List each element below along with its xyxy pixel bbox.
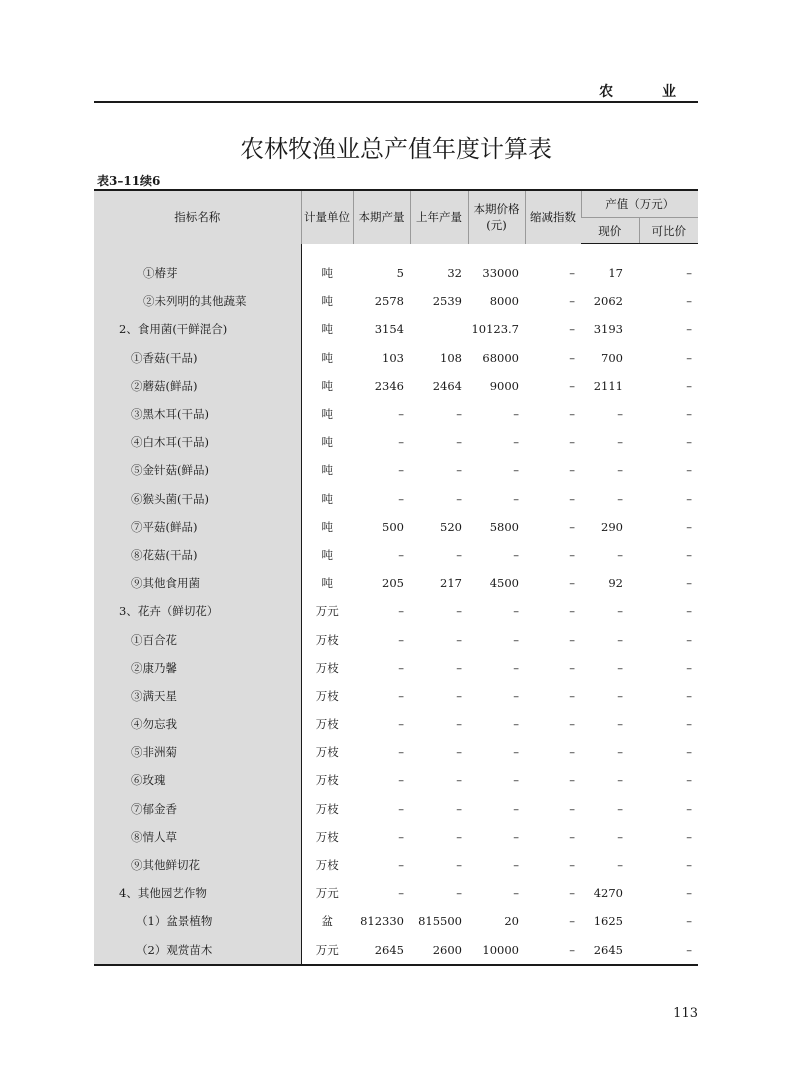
- row-comparable-price: –: [686, 604, 692, 619]
- row-index: –: [569, 547, 575, 562]
- row-comparable-price: –: [686, 407, 692, 422]
- row-index: –: [569, 491, 575, 506]
- row-index: –: [569, 829, 575, 844]
- row-index: –: [569, 350, 575, 365]
- table-row: [94, 823, 698, 851]
- row-index: –: [569, 435, 575, 450]
- row-price: 4500: [489, 576, 519, 591]
- row-comparable-price: –: [686, 688, 692, 703]
- table-row: [94, 795, 698, 823]
- row-prev-output: 2539: [432, 294, 462, 309]
- row-index: –: [569, 886, 575, 901]
- row-index: –: [569, 407, 575, 422]
- row-prev-output: 815500: [418, 914, 462, 929]
- page-number: 113: [673, 1006, 698, 1021]
- row-name: （1）盆景植物: [94, 907, 301, 935]
- row-cur-output: 205: [382, 576, 404, 591]
- col-header-comparable-price: 可比价: [639, 218, 698, 244]
- row-comparable-price: –: [686, 491, 692, 506]
- row-cur-output: –: [398, 829, 404, 844]
- row-name: ①百合花: [94, 625, 301, 653]
- row-comparable-price: –: [639, 936, 698, 965]
- table-row: [94, 541, 698, 569]
- row-unit: 吨: [321, 350, 333, 365]
- row-name: 4、其他园艺作物: [94, 879, 301, 907]
- row-unit: 万元: [301, 936, 353, 965]
- row-current-price: –: [617, 858, 623, 873]
- row-comparable-price: –: [686, 322, 692, 337]
- row-name: ⑥猴头菌(干品): [94, 485, 301, 513]
- table-row: [94, 766, 698, 794]
- row-unit: 吨: [321, 435, 333, 450]
- row-price: –: [513, 435, 519, 450]
- row-price: –: [513, 858, 519, 873]
- table-row: [94, 654, 698, 682]
- row-unit: 吨: [321, 547, 333, 562]
- col-header-current-price: 现价: [581, 218, 639, 244]
- row-cur-output: –: [398, 491, 404, 506]
- row-cur-output: 103: [382, 350, 404, 365]
- row-name: ⑧情人草: [94, 823, 301, 851]
- row-current-price: 4270: [593, 886, 623, 901]
- row-current-price: 1625: [593, 914, 623, 929]
- table-row: [94, 569, 698, 597]
- row-name: ⑦平菇(鲜品): [94, 513, 301, 541]
- table-row: [94, 625, 698, 653]
- row-unit: 万枝: [315, 632, 339, 647]
- col-header-price-unit: (元): [486, 218, 507, 233]
- row-comparable-price: –: [686, 858, 692, 873]
- row-current-price: –: [617, 745, 623, 760]
- row-comparable-price: –: [686, 519, 692, 534]
- row-unit: 万枝: [315, 660, 339, 675]
- row-name: ②未列明的其他蔬菜: [94, 287, 301, 315]
- row-price: –: [513, 745, 519, 760]
- row-cur-output: –: [398, 886, 404, 901]
- row-prev-output: 108: [440, 350, 462, 365]
- row-prev-output: –: [456, 435, 462, 450]
- row-cur-output: 2645: [353, 936, 410, 965]
- row-index: –: [569, 858, 575, 873]
- row-name: （2）观赏苗木: [94, 936, 301, 965]
- row-prev-output: –: [456, 829, 462, 844]
- table-row: [94, 456, 698, 484]
- row-current-price: –: [617, 773, 623, 788]
- row-prev-output: 2464: [432, 378, 462, 393]
- row-name: ③黑木耳(干品): [94, 400, 301, 428]
- row-current-price: 17: [608, 266, 623, 281]
- row-cur-output: –: [398, 547, 404, 562]
- row-cur-output: –: [398, 407, 404, 422]
- row-current-price: –: [617, 717, 623, 732]
- row-unit: 吨: [321, 322, 333, 337]
- col-header-name: 指标名称: [94, 190, 301, 244]
- row-cur-output: 2346: [374, 378, 404, 393]
- row-prev-output: –: [456, 547, 462, 562]
- row-cur-output: –: [398, 463, 404, 478]
- row-comparable-price: –: [686, 829, 692, 844]
- row-index: –: [569, 773, 575, 788]
- row-unit: 吨: [321, 407, 333, 422]
- row-unit: 万枝: [315, 745, 339, 760]
- row-comparable-price: –: [686, 717, 692, 732]
- row-unit: 万枝: [315, 829, 339, 844]
- row-index: –: [569, 660, 575, 675]
- row-comparable-price: –: [686, 294, 692, 309]
- row-unit: 万元: [315, 886, 339, 901]
- row-unit: 吨: [321, 576, 333, 591]
- row-prev-output: –: [456, 801, 462, 816]
- row-prev-output: [410, 315, 468, 343]
- row-price: –: [513, 886, 519, 901]
- row-prev-output: –: [456, 632, 462, 647]
- row-index: –: [569, 604, 575, 619]
- table-row: [94, 710, 698, 738]
- row-prev-output: –: [456, 463, 462, 478]
- table-row: [94, 851, 698, 879]
- row-index: –: [569, 745, 575, 760]
- row-unit: 吨: [321, 491, 333, 506]
- row-cur-output: –: [398, 858, 404, 873]
- table-row: [94, 513, 698, 541]
- row-current-price: –: [617, 632, 623, 647]
- row-name: ⑨其他食用菌: [94, 569, 301, 597]
- table-row: [94, 682, 698, 710]
- table-row: [94, 259, 698, 287]
- row-price: –: [513, 829, 519, 844]
- row-name: ②蘑菇(鲜品): [94, 372, 301, 400]
- row-index: –: [569, 632, 575, 647]
- table-row: [94, 372, 698, 400]
- row-name: ①香菇(干品): [94, 344, 301, 372]
- row-cur-output: –: [398, 688, 404, 703]
- row-price: 10000: [468, 936, 525, 965]
- row-current-price: –: [617, 491, 623, 506]
- row-comparable-price: –: [686, 547, 692, 562]
- row-prev-output: –: [456, 491, 462, 506]
- col-header-cur-output: 本期产量: [353, 190, 410, 244]
- row-price: –: [513, 632, 519, 647]
- col-header-price: [468, 190, 525, 244]
- row-cur-output: –: [398, 660, 404, 675]
- row-cur-output: –: [398, 632, 404, 647]
- row-cur-output: –: [398, 745, 404, 760]
- row-price: 5800: [489, 519, 519, 534]
- output-value-table: [94, 189, 698, 966]
- row-name: ⑥玫瑰: [94, 766, 301, 794]
- row-unit: 万枝: [315, 717, 339, 732]
- row-price: –: [513, 547, 519, 562]
- row-unit: 万枝: [315, 773, 339, 788]
- table-row: [94, 344, 698, 372]
- row-price: 20: [504, 914, 519, 929]
- row-prev-output: –: [456, 858, 462, 873]
- table-row: [94, 485, 698, 513]
- row-cur-output: –: [398, 604, 404, 619]
- table-row: [94, 738, 698, 766]
- row-price: –: [513, 491, 519, 506]
- row-comparable-price: –: [686, 378, 692, 393]
- row-index: –: [569, 378, 575, 393]
- row-prev-output: –: [456, 688, 462, 703]
- row-name: 2、食用菌(干鲜混合): [94, 315, 301, 343]
- row-unit: 吨: [321, 266, 333, 281]
- row-price: 9000: [489, 378, 519, 393]
- row-comparable-price: –: [686, 576, 692, 591]
- table-row: [94, 315, 698, 343]
- row-name: ⑦郁金香: [94, 795, 301, 823]
- row-prev-output: –: [456, 886, 462, 901]
- table-row: [94, 287, 698, 315]
- row-price: 33000: [482, 266, 519, 281]
- row-name: 3、花卉（鲜切花）: [94, 597, 301, 625]
- row-price: –: [513, 801, 519, 816]
- row-unit: 万元: [315, 604, 339, 619]
- row-current-price: 2111: [593, 378, 623, 393]
- col-header-prev-output: 上年产量: [410, 190, 468, 244]
- row-cur-output: 5: [396, 266, 404, 281]
- row-prev-output: –: [456, 407, 462, 422]
- table-body: [94, 244, 698, 965]
- row-price: 10123.7: [471, 322, 519, 337]
- col-header-value-group: 产值（万元）: [581, 190, 698, 218]
- row-prev-output: –: [456, 745, 462, 760]
- row-name: ④勿忘我: [94, 710, 301, 738]
- row-current-price: –: [617, 660, 623, 675]
- row-prev-output: –: [456, 660, 462, 675]
- table-row: [94, 907, 698, 935]
- table-row: [94, 936, 698, 965]
- row-current-price: –: [617, 604, 623, 619]
- row-current-price: 290: [601, 519, 623, 534]
- row-comparable-price: –: [686, 435, 692, 450]
- row-prev-output: –: [456, 604, 462, 619]
- table-id: 表3–11续6: [97, 174, 161, 188]
- row-comparable-price: –: [686, 914, 692, 929]
- row-name: ⑤非洲菊: [94, 738, 301, 766]
- row-comparable-price: –: [686, 463, 692, 478]
- col-header-unit: 计量单位: [301, 190, 353, 244]
- row-price: –: [513, 773, 519, 788]
- row-prev-output: 520: [440, 519, 462, 534]
- row-cur-output: 812330: [360, 914, 404, 929]
- row-index: –: [569, 576, 575, 591]
- row-index: –: [569, 717, 575, 732]
- row-current-price: 2645: [581, 936, 639, 965]
- row-comparable-price: –: [686, 886, 692, 901]
- row-comparable-price: –: [686, 801, 692, 816]
- col-header-index: 缩减指数: [525, 190, 581, 244]
- row-prev-output: –: [456, 773, 462, 788]
- row-index: –: [525, 936, 581, 965]
- row-price: –: [513, 463, 519, 478]
- row-cur-output: 500: [382, 519, 404, 534]
- row-name: ⑨其他鲜切花: [94, 851, 301, 879]
- row-comparable-price: –: [686, 266, 692, 281]
- row-unit: 万枝: [315, 858, 339, 873]
- row-cur-output: 3154: [374, 322, 404, 337]
- row-comparable-price: –: [686, 745, 692, 760]
- row-unit: 万枝: [315, 801, 339, 816]
- table-row: [94, 597, 698, 625]
- row-current-price: –: [617, 801, 623, 816]
- col-header-price-label: 本期价格: [473, 202, 520, 217]
- row-unit: 吨: [321, 378, 333, 393]
- row-price: –: [513, 717, 519, 732]
- row-unit: 吨: [321, 519, 333, 534]
- header-rule: [94, 101, 698, 103]
- row-current-price: 700: [601, 350, 623, 365]
- row-cur-output: –: [398, 801, 404, 816]
- row-index: –: [569, 519, 575, 534]
- row-index: –: [569, 463, 575, 478]
- row-current-price: 92: [608, 576, 623, 591]
- page-title: 农林牧渔业总产值年度计算表: [240, 135, 552, 163]
- row-unit: 万枝: [315, 688, 339, 703]
- row-current-price: 3193: [593, 322, 623, 337]
- row-current-price: –: [617, 463, 623, 478]
- row-unit: 盆: [321, 914, 333, 929]
- row-name: ②康乃馨: [94, 654, 301, 682]
- row-prev-output: 2600: [410, 936, 468, 965]
- row-unit: 吨: [321, 294, 333, 309]
- row-index: –: [569, 914, 575, 929]
- row-current-price: –: [617, 407, 623, 422]
- row-current-price: 2062: [593, 294, 623, 309]
- row-price: –: [513, 604, 519, 619]
- row-unit: 吨: [321, 463, 333, 478]
- running-header-section: 农 业: [599, 84, 698, 100]
- row-comparable-price: –: [686, 350, 692, 365]
- row-cur-output: –: [398, 717, 404, 732]
- row-price: 68000: [482, 350, 519, 365]
- row-price: –: [513, 688, 519, 703]
- row-index: –: [569, 322, 575, 337]
- row-current-price: –: [617, 829, 623, 844]
- row-cur-output: –: [398, 773, 404, 788]
- row-prev-output: 32: [447, 266, 462, 281]
- row-comparable-price: –: [686, 632, 692, 647]
- row-index: –: [569, 688, 575, 703]
- row-index: –: [569, 294, 575, 309]
- row-index: –: [569, 266, 575, 281]
- row-cur-output: 2578: [374, 294, 404, 309]
- row-price: 8000: [489, 294, 519, 309]
- row-comparable-price: –: [686, 773, 692, 788]
- row-name: ⑧花菇(干品): [94, 541, 301, 569]
- table-row: [94, 428, 698, 456]
- table-row: [94, 879, 698, 907]
- row-name: ①椿芽: [94, 259, 301, 287]
- row-name: ③满天星: [94, 682, 301, 710]
- table-row: [94, 400, 698, 428]
- row-comparable-price: –: [686, 660, 692, 675]
- row-name: ④白木耳(干品): [94, 428, 301, 456]
- row-current-price: –: [617, 435, 623, 450]
- row-name: ⑤金针菇(鲜品): [94, 456, 301, 484]
- row-cur-output: –: [398, 435, 404, 450]
- row-index: –: [569, 801, 575, 816]
- row-prev-output: –: [456, 717, 462, 732]
- row-price: –: [513, 660, 519, 675]
- row-current-price: –: [617, 547, 623, 562]
- row-prev-output: 217: [440, 576, 462, 591]
- spacer-row: [94, 244, 698, 260]
- row-current-price: –: [617, 688, 623, 703]
- row-price: –: [513, 407, 519, 422]
